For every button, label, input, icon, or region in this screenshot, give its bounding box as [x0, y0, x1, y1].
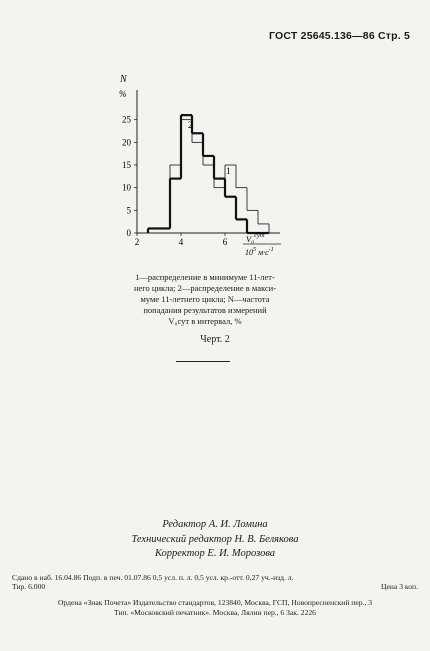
- divider-rule: [176, 361, 230, 362]
- chart-ticks: [122, 115, 228, 247]
- x-tick-label: 4: [178, 237, 184, 247]
- corrector-line: Корректор Е. И. Морозова: [154, 548, 276, 559]
- tech-editor-line: Технический редактор Н. В. Белякова: [131, 533, 299, 545]
- x-axis-unit: $10^5$ $м\cdot с^{-1}$: [245, 247, 274, 257]
- histogram-chart: [100, 60, 300, 260]
- page-header: ГОСТ 25645.136—86 Стр. 5: [269, 30, 410, 42]
- series-2: [148, 115, 269, 233]
- y-tick-label: 0: [126, 228, 131, 238]
- editors-block: [0, 518, 430, 562]
- editor-line: Редактор А. И. Ломина: [162, 519, 268, 530]
- y-tick-label: 5: [126, 205, 131, 216]
- legend-line: V₀сут в интервал, %: [168, 316, 242, 326]
- price: Цена 3 коп.: [381, 582, 418, 592]
- y-tick-label: 15: [122, 160, 131, 170]
- chart-axes: [137, 90, 280, 233]
- legend-line: него цикла; 2—распределение в макси-: [133, 283, 277, 293]
- y-tick-label: 10: [122, 182, 131, 193]
- publisher-line: Ордена «Знак Почета» Издательство стандартов, 123840, Москва, ГСП, Новопресненский пер., 3: [57, 598, 373, 608]
- printer-line: Тип. «Московский печатник». Москва, Лялин пер., 6 Зак. 2226: [114, 607, 316, 617]
- figure-legend: [120, 272, 290, 327]
- circulation: Тир. 6.000: [12, 582, 46, 592]
- y-axis-unit: %: [119, 89, 127, 99]
- legend-line: 1—распределение в минимуме 11-лет-: [135, 272, 275, 282]
- x-tick-label: 2: [134, 237, 140, 247]
- x-tick-label: 6: [222, 237, 228, 247]
- series-2-label: 2: [188, 120, 193, 130]
- series-1: [148, 120, 269, 233]
- x-axis-label: V₀$^{сут}$: [246, 232, 265, 244]
- y-tick-label: 25: [122, 114, 131, 125]
- figure-caption: Черт. 2: [200, 334, 230, 345]
- series-1-label: 1: [226, 166, 231, 176]
- y-tick-label: 20: [122, 137, 131, 148]
- legend-line: попадания результатов измерений: [143, 305, 267, 315]
- imprint-block: [12, 573, 418, 617]
- imprint-line-1: Сдано в наб. 16.04.86 Подп. в печ. 01.07.86 0,5 усл. п. л. 0,5 усл. кр.-отт. 0,27 уч.-изд. л.: [12, 573, 294, 582]
- y-axis-label: N: [120, 74, 127, 85]
- legend-line: муме 11-летнего цикла; N—частота: [140, 294, 270, 304]
